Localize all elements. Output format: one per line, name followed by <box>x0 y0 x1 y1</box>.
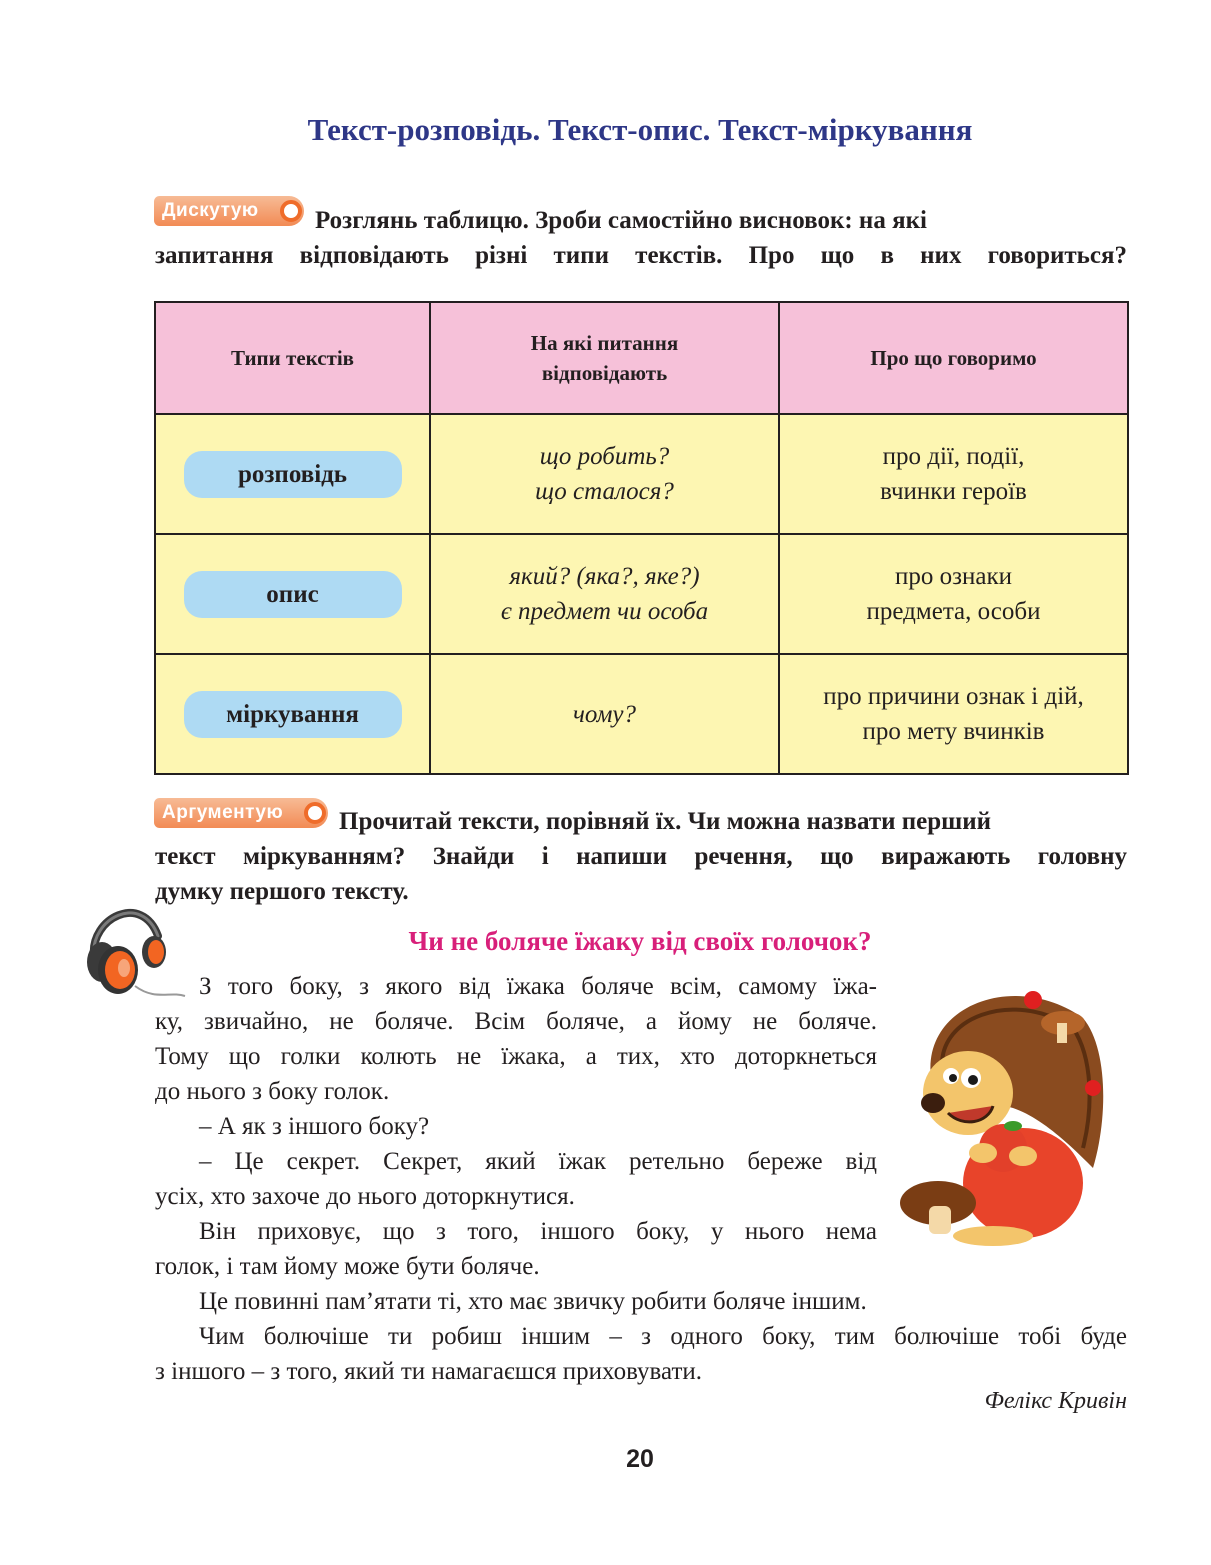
story-text-wrapped <box>155 969 877 1284</box>
type-pill: міркування <box>184 691 402 738</box>
type-cell <box>155 654 430 774</box>
story-line: ку, звичайно, не боляче. Всім боляче, а йому не боляче. <box>155 1008 877 1035</box>
task1-line2: запитання відповідають різні типи текстів. Про що в них говориться? <box>155 242 1127 269</box>
type-pill: розповідь <box>184 451 402 498</box>
about-line: предмета, особи <box>866 598 1041 625</box>
story-line: Це повинні пам’ятати ті, хто має звичку робити боляче іншим. <box>199 1288 867 1315</box>
discuss-badge-label: Дискутую <box>162 200 259 221</box>
story-line: З того боку, з якого від їжака боляче всім, самому їжа- <box>199 973 877 1000</box>
about-line: про ознаки <box>894 563 1012 590</box>
table-row <box>155 414 1128 534</box>
question-line: є предмет чи особа <box>500 598 709 625</box>
type-cell <box>155 414 430 534</box>
page-number: 20 <box>626 1445 654 1473</box>
questions-cell <box>430 654 779 774</box>
story-line: до нього з боку голок. <box>155 1078 390 1105</box>
story-line: Він приховує, що з того, іншого боку, у нього нема <box>199 1218 877 1245</box>
type-cell <box>155 534 430 654</box>
story-line: усіх, хто захоче до нього доторкнутися. <box>155 1183 575 1210</box>
task1-line1: Розглянь таблицю. Зроби самостійно висновок: на які <box>315 207 927 234</box>
questions-cell <box>430 534 779 654</box>
question-line: що сталося? <box>535 478 674 505</box>
question-line: чому? <box>572 700 637 728</box>
task1-text <box>155 203 1127 273</box>
page-title: Текст-розповідь. Текст-опис. Текст-міркування <box>307 112 973 147</box>
questions-cell <box>430 414 779 534</box>
story-line: Чим болючіше ти робиш іншим – з одного боку, тим болючіше тобі буде <box>199 1323 1127 1350</box>
header-types: Типи текстів <box>155 302 430 414</box>
question-line: що робить? <box>539 443 670 470</box>
hedgehog-illustration <box>893 978 1113 1248</box>
type-pill: опис <box>184 571 402 618</box>
header-about: Про що говоримо <box>779 302 1128 414</box>
story-text-full <box>155 1284 1127 1389</box>
about-line: про причини ознак і дій, <box>823 683 1084 710</box>
question-line: який? (яка?, яке?) <box>509 563 700 590</box>
story-line: Тому що голки колють не їжака, а тих, хто доторкнеться <box>155 1043 877 1070</box>
table-row <box>155 654 1128 774</box>
task2-line2: текст міркуванням? Знайди і напиши речення, що виражають головну <box>155 843 1127 870</box>
about-cell <box>779 414 1128 534</box>
story-line: – Це секрет. Секрет, який їжак ретельно береже від <box>199 1148 877 1175</box>
task2-text <box>155 804 1127 909</box>
about-line: вчинки героїв <box>880 478 1027 505</box>
task2-line1: Прочитай тексти, порівняй їх. Чи можна назвати перший <box>339 808 992 835</box>
task2-line3: думку першого тексту. <box>155 878 409 905</box>
table-row <box>155 534 1128 654</box>
about-cell <box>779 534 1128 654</box>
story-line: з іншого – з того, який ти намагаєшся приховувати. <box>155 1358 703 1385</box>
story-line: – А як з іншого боку? <box>199 1113 430 1140</box>
text-types-table <box>154 301 1129 775</box>
story-line: голок, і там йому може бути боляче. <box>155 1253 540 1280</box>
argue-badge-label: Аргументую <box>162 802 284 823</box>
about-line: про мету вчинків <box>862 718 1045 745</box>
header-questions: На які питання відповідають <box>430 302 779 414</box>
about-cell <box>779 654 1128 774</box>
about-line: про дії, події, <box>882 443 1025 470</box>
table-header-row <box>155 302 1128 414</box>
author: Фелікс Кривін <box>984 1388 1127 1414</box>
story-title: Чи не боляче їжаку від своїх голочок? <box>408 926 872 956</box>
